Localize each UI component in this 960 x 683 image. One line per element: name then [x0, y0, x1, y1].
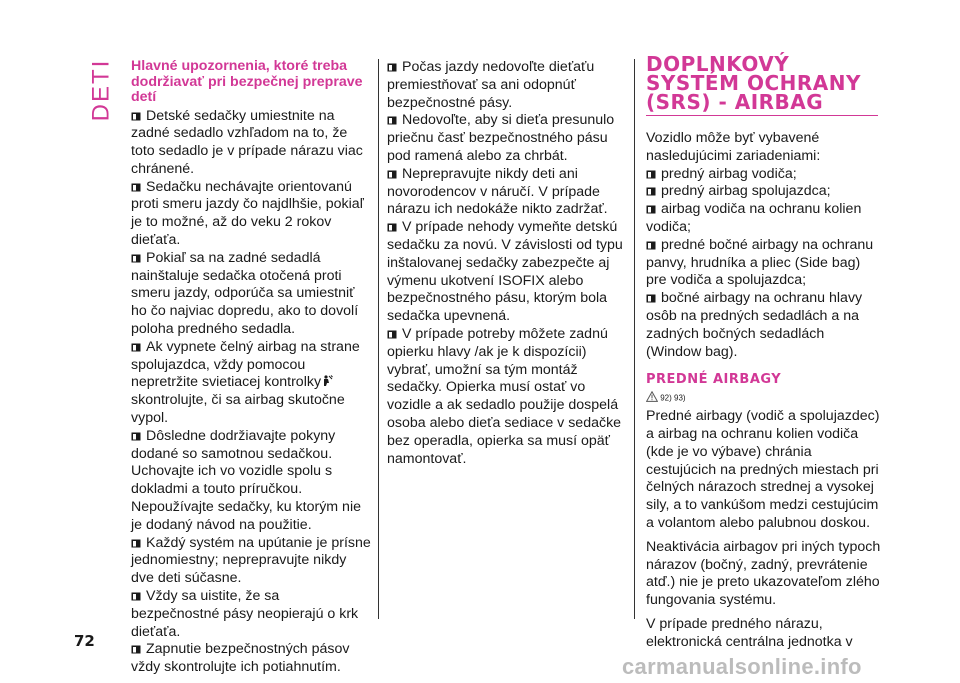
- list-item-text: bočné airbagy na ochranu hlavy osôb na predných sedadlách a na zadných bočných sedadlách (Window bag).: [646, 290, 863, 360]
- bullet-icon: [131, 539, 141, 548]
- bullet-list: [387, 59, 627, 468]
- list-item-text: airbag vodiča na ochranu kolien vodiča;: [646, 201, 862, 235]
- bullet-icon: [131, 432, 141, 441]
- list-item: [646, 166, 881, 184]
- list-item: [646, 183, 881, 201]
- list-item: [387, 326, 627, 468]
- list-item: [387, 112, 627, 165]
- bullet-icon: [387, 223, 397, 232]
- section-tab-label: DETI: [87, 58, 115, 122]
- list-item: [131, 179, 371, 250]
- bullet-icon: [131, 343, 141, 352]
- column-divider: [634, 59, 635, 619]
- watermark: carmanualsonline.info: [622, 654, 862, 679]
- list-item-text: Pokiaľ sa na zadné sedadlá nainštaluje sedačka otočená proti smeru jazdy, odporúča sa umiestniť ho čo najviac dopredu, ako to dovolí poloha predného sedadla.: [131, 249, 359, 338]
- list-item: [131, 588, 371, 641]
- section-title: DOPLNKOVÝ SYSTÉM OCHRANY (SRS) - AIRBAG: [646, 52, 861, 114]
- paragraph: Predné airbagy (vodič a spolujazdec) a airbag na ochranu kolien vodiča (kde je vo výbave) chránia cestujúcich na predných miestach pri čelných nárazoch strednej a vysokej sily, a to vankúšom medzi cestujúcim a volantom alebo palubnou doskou.: [646, 408, 880, 531]
- title-underline: [646, 115, 878, 116]
- warning-refs-text: 92) 93): [660, 393, 686, 403]
- column-divider: [378, 59, 379, 619]
- subsection-title: PREDNÉ AIRBAGY: [646, 372, 782, 388]
- bullet-icon: [131, 254, 141, 263]
- bullet-icon: [646, 170, 656, 179]
- list-item-text: V prípade nehody vymeňte detskú sedačku za novú. V závislosti od typu inštalovanej sedačky zabezpečte aj výmenu ukotvení ISOFIX alebo bezpečnostného pásu, ktorým bola sedačka upevnená.: [387, 219, 623, 325]
- page-number: 72: [74, 632, 95, 650]
- list-item: [387, 59, 627, 112]
- warning-triangle-icon: [646, 391, 658, 406]
- list-item: [131, 641, 371, 677]
- bullet-icon: [131, 112, 141, 121]
- subheading: Hlavné upozornenia, ktoré treba dodržiavať pri bezpečnej preprave detí: [131, 58, 363, 105]
- list-item-text: Počas jazdy nedovoľte dieťaťu premiestňovať sa ani odopnúť bezpečnostné pásy.: [387, 59, 595, 111]
- list-item: [646, 201, 881, 237]
- bullet-icon: [131, 592, 141, 601]
- bullet-icon: [387, 63, 397, 72]
- list-item: [131, 535, 371, 588]
- list-item: [646, 237, 881, 290]
- bullet-list: [646, 166, 881, 362]
- bullet-icon: [387, 116, 397, 125]
- list-item-text: Vždy sa uistite, že sa bezpečnostné pásy neopierajú o krk dieťaťa.: [131, 588, 359, 640]
- bullet-list: [131, 108, 371, 678]
- bullet-icon: [131, 183, 141, 192]
- list-item-text: predný airbag spolujazdca;: [661, 183, 831, 200]
- column-2: [387, 59, 627, 468]
- bullet-icon: [646, 294, 656, 303]
- list-item-text: Detské sedačky umiestnite na zadné sedadlo vzhľadom na to, že toto sedadlo je v prípade nárazu viac chránené.: [131, 107, 363, 177]
- section-tab: [78, 56, 118, 122]
- list-item-text: predný airbag vodiča;: [661, 165, 797, 182]
- list-item-text: Dôsledne dodržiavajte pokyny dodané so samotnou sedačkou. Uchovajte ich vo vozidle spolu s dokladmi a touto príručkou. Nepoužívajte sedačky, ku ktorým nie je dodaný návod na použitie.: [131, 427, 361, 533]
- list-item-text: Každý systém na upútanie je prísne jednomiestny; neprepravujte nikdy dve deti súčasne.: [131, 534, 371, 587]
- list-item: [646, 290, 881, 361]
- list-item: [387, 166, 627, 219]
- list-item: [131, 108, 371, 179]
- list-item: [131, 339, 371, 428]
- list-item-text: V prípade potreby môžete zadnú opierku hlavy /ak je k dispozícii) vybrať, umožní sa tým montáž sedačky. Opierka musí ostať vo vozidle a ak sedadlo použije dospelá osoba alebo dieťa sediace v sedačke bez operadla, opierka sa musí opäť namontovať.: [387, 325, 622, 467]
- list-item-text: Ak vypnete čelný airbag na strane spolujazdca, vždy pomocou nepretržite svietiacej kontrolky: [131, 338, 360, 391]
- bullet-icon: [646, 187, 656, 196]
- list-item-text: Sedačku nechávajte orientovanú proti smeru jazdy čo najdlhšie, pokiaľ je to možné, až do veku 2 rokov dieťaťa.: [131, 178, 364, 249]
- list-item: [387, 219, 627, 326]
- airbag-off-indicator-icon: [321, 375, 333, 387]
- list-item-text: Zapnutie bezpečnostných pásov vždy skontrolujte ich potiahnutím.: [131, 641, 350, 676]
- bullet-icon: [387, 330, 397, 339]
- column-3: [646, 52, 881, 652]
- list-item-text: Neprepravujte nikdy deti ani novorodencov v náručí. V prípade nárazu ich nedokáže nikto zadržať.: [387, 165, 608, 218]
- warning-references: [646, 391, 881, 406]
- list-item: [131, 428, 371, 535]
- paragraphs: [646, 408, 881, 651]
- list-item-text: Nedovoľte, aby si dieťa presunulo priečnu časť bezpečnostného pásu pod ramená alebo za chrbát.: [387, 112, 615, 164]
- intro-text: Vozidlo môže byť vybavené nasledujúcimi zariadeniami:: [646, 130, 821, 164]
- list-item: [131, 250, 371, 339]
- column-1: [131, 59, 371, 677]
- bullet-icon: [387, 170, 397, 179]
- paragraph: Neaktivácia airbagov pri iných typoch nárazov (bočný, zadný, prevrátenie atď.) nie je preto ukazovateľom zlého fungovania systému.: [646, 538, 881, 609]
- list-item-text: skontrolujte, či sa airbag skutočne vypol.: [131, 392, 345, 427]
- paragraph: V prípade predného nárazu, elektronická centrálna jednotka v: [646, 615, 853, 650]
- bullet-icon: [646, 205, 656, 214]
- bullet-icon: [646, 241, 656, 250]
- bullet-icon: [131, 645, 141, 654]
- list-item-text: predné bočné airbagy na ochranu panvy, hrudníka a pliec (Side bag) pre vodiča a spolujazdca;: [646, 236, 874, 289]
